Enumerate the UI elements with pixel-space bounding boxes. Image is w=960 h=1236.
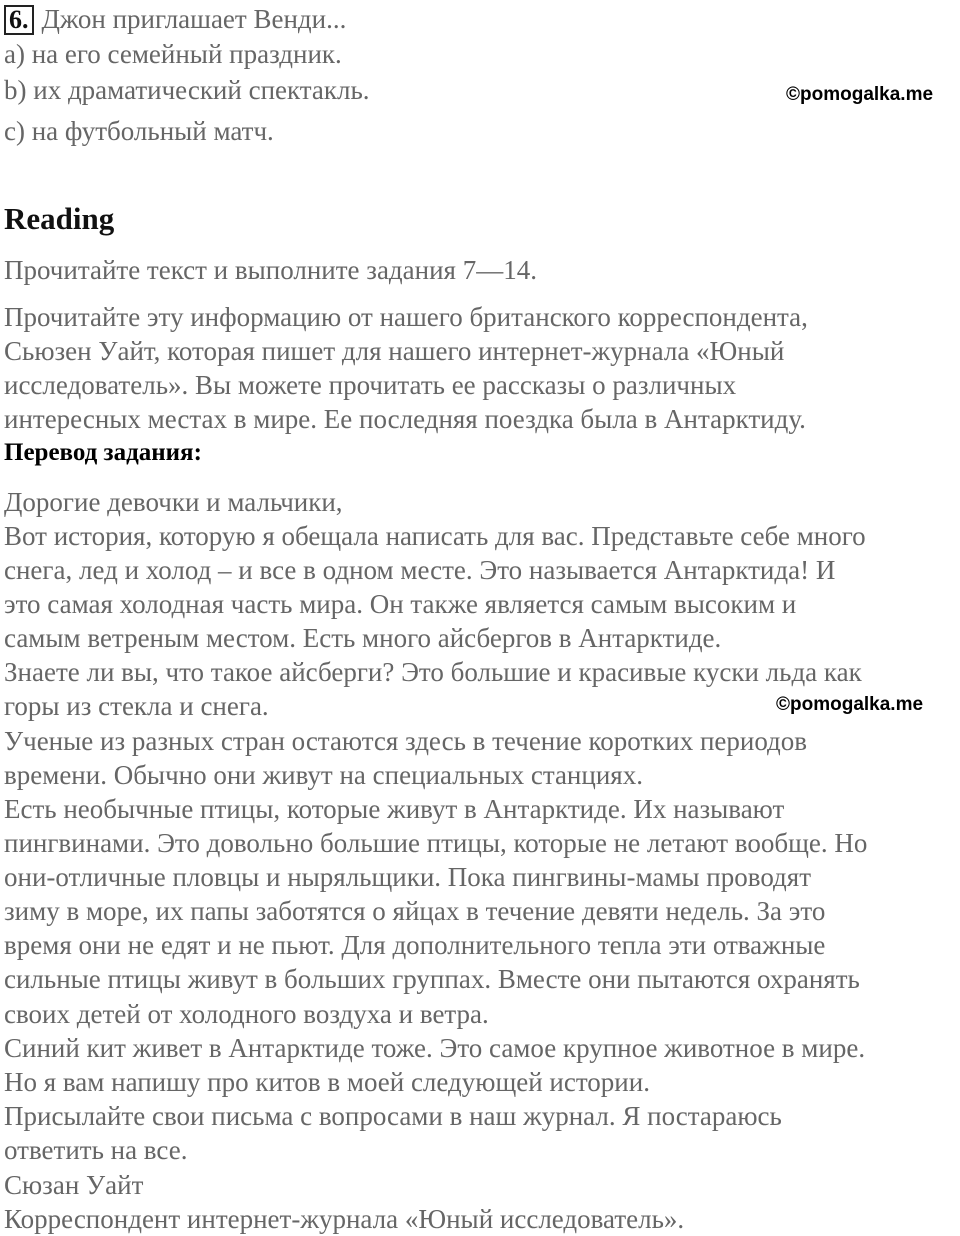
letter-line: пингвинами. Это довольно большие птицы, которые не летают вообще. Но: [4, 828, 868, 858]
letter-line: они-отличные пловцы и ныряльщики. Пока пингвины-мамы проводят: [4, 862, 811, 892]
letter-line: Ученые из разных стран остаются здесь в течение коротких периодов: [4, 726, 808, 756]
letter-line: Синий кит живет в Антарктиде тоже. Это самое крупное животное в мире.: [4, 1033, 866, 1063]
question-number: 6.: [4, 5, 34, 35]
instruction: Прочитайте текст и выполните задания 7—14.: [4, 255, 537, 285]
letter-line: времени. Обычно они живут на специальных станциях.: [4, 760, 643, 790]
letter-line: Вот история, которую я обещала написать для вас. Представьте себе много: [4, 521, 866, 551]
letter-line: Знаете ли вы, что такое айсберги? Это большие и красивые куски льда как: [4, 657, 862, 687]
intro-line: Прочитайте эту информацию от нашего британского корреспондента,: [4, 302, 808, 332]
signature-title: Корреспондент интернет-журнала «Юный исследователь».: [4, 1204, 685, 1234]
letter-line: время они не едят и не пьют. Для дополнительного тепла эти отважные: [4, 930, 826, 960]
letter-line: это самая холодная часть мира. Он также является самым высоким и: [4, 589, 797, 619]
letter-line: самым ветреным местом. Есть много айсбергов в Антарктиде.: [4, 623, 722, 653]
signature-name: Сюзан Уайт: [4, 1170, 144, 1200]
section-title: Reading: [4, 201, 115, 236]
intro-line: интересных местах в мире. Ее последняя поездка была в Антарктиду.: [4, 404, 806, 434]
letter-line: Дорогие девочки и мальчики,: [4, 487, 343, 517]
letter-line: зиму в море, их папы заботятся о яйцах в течение девяти недель. За это: [4, 896, 826, 926]
letter-line: ответить на все.: [4, 1135, 188, 1165]
intro-line: исследователь». Вы можете прочитать ее рассказы о различных: [4, 370, 737, 400]
watermark: ©pomogalka.me: [786, 84, 934, 105]
letter-line: Есть необычные птицы, которые живут в Антарктиде. Их называют: [4, 794, 785, 824]
letter-line: своих детей от холодного воздуха и ветра.: [4, 999, 489, 1029]
letter-line: Но я вам напишу про китов в моей следующей истории.: [4, 1067, 650, 1097]
letter-line: сильные птицы живут в больших группах. Вместе они пытаются охранять: [4, 964, 860, 994]
question-prompt: Джон приглашает Венди...: [41, 4, 347, 34]
letter-line: снега, лед и холод – и все в одном месте. Это называется Антарктида! И: [4, 555, 836, 585]
question-prompt-line: [4, 2, 346, 36]
watermark: ©pomogalka.me: [776, 694, 924, 715]
answer-option-c: c) на футбольный матч.: [4, 116, 274, 146]
letter-line: горы из стекла и снега.: [4, 691, 269, 721]
intro-line: Сьюзен Уайт, которая пишет для нашего интернет-журнала «Юный: [4, 336, 785, 366]
answer-option-a: a) на его семейный праздник.: [4, 39, 342, 69]
answer-option-b: b) их драматический спектакль.: [4, 75, 370, 105]
translation-heading: Перевод задания:: [4, 439, 202, 466]
letter-line: Присылайте свои письма с вопросами в наш журнал. Я постараюсь: [4, 1101, 782, 1131]
